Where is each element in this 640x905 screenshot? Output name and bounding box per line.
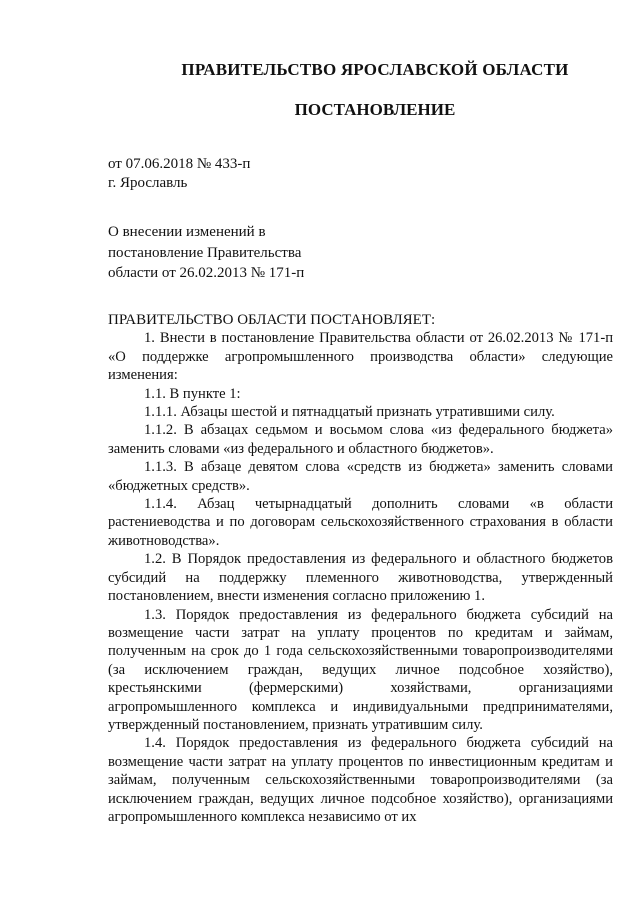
- government-title: ПРАВИТЕЛЬСТВО ЯРОСЛАВСКОЙ ОБЛАСТИ: [181, 60, 569, 79]
- subject-line: О внесении изменений в: [108, 224, 266, 240]
- document-type-title: ПОСТАНОВЛЕНИЕ: [294, 100, 456, 119]
- paragraph-1-1-2: 1.1.2. В абзацах седьмом и восьмом слова «из федерального бюджета» заменить словами «из федерального и областного бюджетов».: [108, 422, 613, 457]
- paragraph-1-2: 1.2. В Порядок предоставления из федерального и областного бюджетов субсидий на поддержку племенного животноводства, утвержденный постановлением, внести изменения согласно приложению 1.: [108, 551, 613, 605]
- paragraph-1-4: 1.4. Порядок предоставления из федерального бюджета субсидий на возмещение части затрат на уплату процентов по инвестиционным кредитам и займам, полученным сельскохозяйственными товаропроизводителями (за исключением граждан, ведущих личное подсобное хозяйство), организациями агропромышленного комплекса независимо от их: [108, 735, 613, 825]
- paragraph-1-1-4: 1.1.4. Абзац четырнадцатый дополнить словами «в области растениеводства и по договорам сельскохозяйственного страхования в области животноводства».: [108, 496, 613, 549]
- document-body: [108, 311, 613, 826]
- subject-line: постановление Правительства: [108, 244, 302, 261]
- document-subject: [108, 222, 304, 284]
- resolves-heading: ПРАВИТЕЛЬСТВО ОБЛАСТИ ПОСТАНОВЛЯЕТ:: [108, 312, 436, 328]
- subject-line: области от 26.02.2013 № 171-п: [108, 265, 305, 281]
- date-and-number: от 07.06.2018 № 433-п: [108, 156, 251, 172]
- paragraph-1-1: 1.1. В пункте 1:: [144, 385, 241, 402]
- paragraph-1: 1. Внести в постановление Правительства области от 26.02.2013 № 171-п «О поддержке агропромышленного производства области» следующие изменения:: [108, 330, 613, 384]
- city: г. Ярославль: [108, 175, 188, 191]
- paragraph-1-1-1: 1.1.1. Абзацы шестой и пятнадцатый признать утратившими силу.: [144, 404, 555, 421]
- paragraph-1-1-3: 1.1.3. В абзаце девятом слова «средств из бюджета» заменить словами «бюджетных средств».: [108, 459, 613, 494]
- paragraph-1-3: 1.3. Порядок предоставления из федерального бюджета субсидий на возмещение части затрат на уплату процентов по кредитам и займам, полученным на срок до 1 года сельскохозяйственными товаропроизводителями (за исключением граждан, ведущих личное подсобное хозяйство), крестьянскими (фермерскими) хозяйствами, организациями агропромышленного комплекса и индивидуальными предпринимателями, утвержденный постановлением, признать утратившим силу.: [108, 606, 613, 733]
- document-meta: [108, 155, 250, 193]
